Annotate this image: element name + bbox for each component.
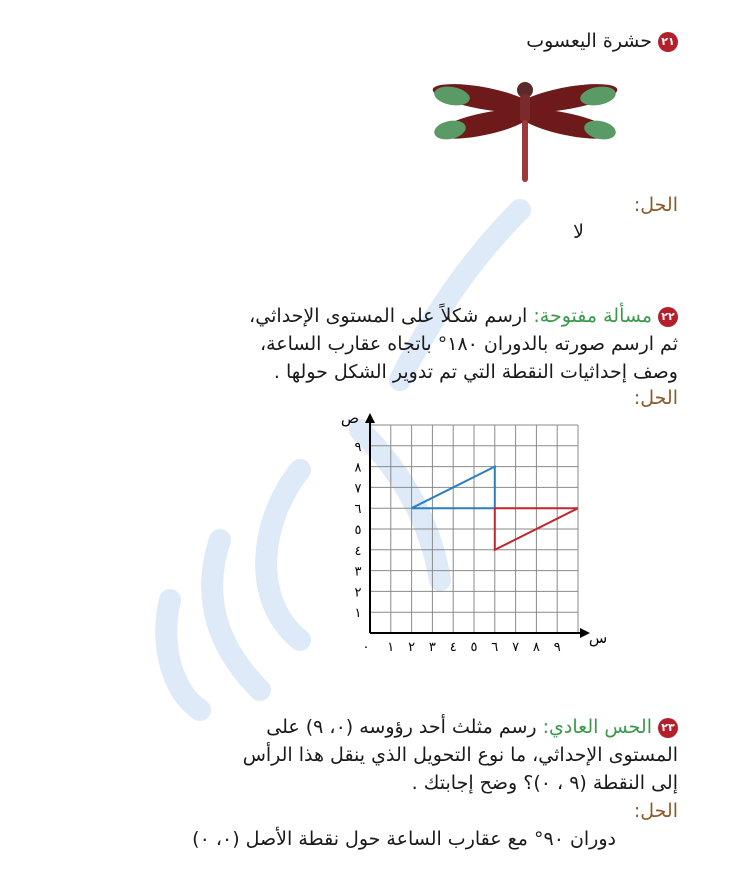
q23-text-3: إلى النقطة (٩ ، ٠)؟ وضح إجابتك . — [411, 772, 678, 794]
q23-label: الحس العادي: — [542, 716, 652, 738]
q23-number-badge: ٢٣ — [658, 718, 678, 738]
q21-title-line — [526, 26, 678, 56]
x-tick-label: ٩ — [553, 640, 561, 655]
q22-text-1: ارسم شكلاً على المستوى الإحداثي، — [249, 305, 528, 327]
q22-text-3: وصف إحداثيات النقطة التي تم تدوير الشكل حولها . — [273, 361, 678, 383]
coordinate-graph — [330, 409, 608, 658]
x-tick-label: ٦ — [491, 640, 499, 655]
q22-line-1 — [249, 301, 678, 331]
x-tick-label: ٥ — [470, 640, 478, 655]
y-tick-label: ٨ — [354, 460, 362, 476]
q21-title: حشرة اليعسوب — [526, 30, 652, 52]
q22-text-2: ثم ارسم صورته بالدوران ١٨٠° باتجاه عقارب الساعة، — [259, 333, 678, 355]
x-tick-label: ٨ — [532, 640, 540, 655]
y-tick-label: ٧ — [354, 481, 362, 497]
x-tick-label: ٢ — [408, 640, 416, 655]
q23-text-2: المستوى الإحداثي، ما نوع التحويل الذي ينقل هذا الرأس — [242, 744, 678, 766]
x-tick-label: ٧ — [512, 640, 520, 655]
y-tick-label: ٥ — [354, 523, 362, 538]
y-tick-label: ٣ — [354, 564, 362, 580]
x-tick-label: ١ — [387, 640, 395, 655]
q21-number-badge: ٢١ — [658, 32, 678, 52]
dragonfly-image — [432, 76, 618, 186]
q22-label: مسألة مفتوحة: — [533, 305, 652, 327]
q22-solution-label: الحل: — [633, 387, 678, 409]
q23-solution-label: الحل: — [633, 800, 678, 822]
q23-line-1 — [266, 712, 678, 742]
x-tick-label: ٣ — [428, 640, 436, 655]
y-tick-label: ٤ — [354, 543, 362, 559]
origin-label: ٠ — [362, 640, 370, 655]
y-axis-arrow — [365, 413, 375, 423]
y-axis-label: ص — [340, 409, 360, 427]
q21-answer: لا — [573, 221, 584, 243]
x-tick-label: ٤ — [449, 640, 457, 655]
y-tick-label: ٩ — [354, 439, 362, 455]
q23-text-1: رسم مثلث أحد رؤوسه (٠، ٩) على — [266, 716, 537, 738]
y-tick-label: ٢ — [354, 585, 362, 601]
q21-solution-label: الحل: — [633, 194, 678, 216]
q22-number-badge: ٢٢ — [658, 307, 678, 327]
y-tick-label: ٦ — [354, 502, 362, 518]
y-tick-label: ١ — [354, 606, 362, 622]
q23-answer: دوران ٩٠° مع عقارب الساعة حول نقطة الأصل (٠، ٠) — [192, 828, 616, 850]
x-axis-label: س — [588, 629, 608, 647]
